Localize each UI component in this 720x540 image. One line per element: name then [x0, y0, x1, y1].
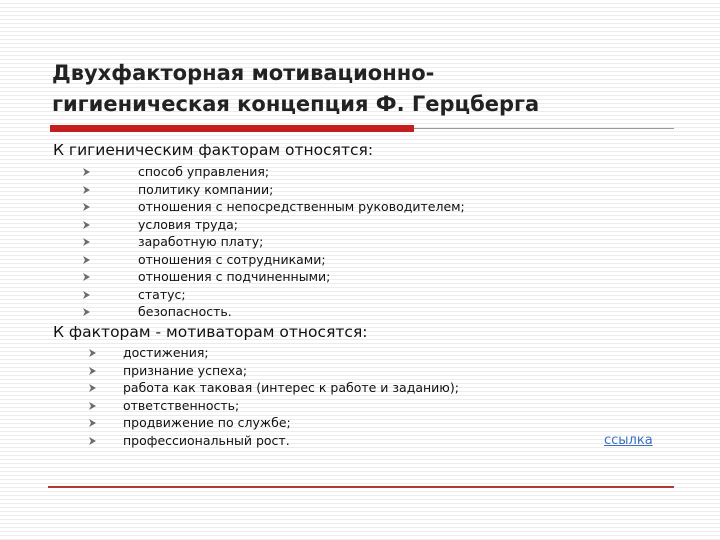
- list-item-label: продвижение по службе;: [123, 415, 291, 430]
- list-item-label: работа как таковая (интерес к работе и заданию);: [123, 380, 459, 395]
- list-item: [82, 198, 465, 216]
- list-item: [82, 286, 465, 304]
- arrow-bullet-icon: [82, 272, 91, 282]
- list-item-label: безопасность.: [138, 304, 232, 319]
- title-line-1: Двухфакторная мотивационно-: [52, 61, 435, 85]
- list-item: [88, 362, 459, 380]
- list-item: [88, 379, 459, 397]
- footer-divider: [48, 486, 674, 488]
- list-item-label: отношения с сотрудниками;: [138, 251, 326, 267]
- arrow-bullet-icon: [82, 290, 91, 300]
- list-item: [82, 268, 465, 286]
- list-item-label: достижения;: [123, 345, 209, 360]
- list-item: [82, 216, 465, 234]
- list-item: [88, 397, 459, 415]
- list-item-label: профессиональный рост.: [123, 432, 290, 448]
- arrow-bullet-icon: [82, 202, 91, 212]
- arrow-bullet-icon: [82, 237, 91, 247]
- list-item-label: ответственность;: [123, 397, 240, 413]
- arrow-bullet-icon: [82, 307, 91, 317]
- list-item-label: политику компании;: [138, 181, 274, 197]
- list-item: [82, 251, 465, 269]
- arrow-bullet-icon: [82, 220, 91, 230]
- list-item: [82, 233, 465, 251]
- list-item-label: статус;: [138, 286, 186, 302]
- title-underline: [414, 128, 674, 129]
- list-item: [82, 163, 465, 181]
- arrow-bullet-icon: [88, 348, 97, 358]
- list-item-label: заработную плату;: [138, 234, 264, 249]
- arrow-bullet-icon: [82, 167, 91, 177]
- motivators-list: [88, 344, 459, 449]
- source-link[interactable]: ссылка: [604, 433, 653, 448]
- hygiene-heading: К гигиеническим факторам относятся:: [53, 141, 374, 159]
- list-item: [82, 181, 465, 199]
- arrow-bullet-icon: [88, 418, 97, 428]
- motivators-heading: К факторам - мотиваторам относятся:: [53, 323, 368, 341]
- arrow-bullet-icon: [88, 436, 97, 446]
- list-item-label: признание успеха;: [123, 362, 248, 378]
- list-item: [82, 303, 465, 321]
- arrow-bullet-icon: [82, 185, 91, 195]
- arrow-bullet-icon: [82, 255, 91, 265]
- list-item: [88, 344, 459, 362]
- list-item: [88, 432, 459, 450]
- title-accent-bar: [50, 125, 414, 132]
- slide-title: [52, 58, 692, 120]
- list-item-label: отношения с непосредственным руководителем;: [138, 199, 465, 214]
- list-item-label: отношения с подчиненными;: [138, 269, 331, 284]
- arrow-bullet-icon: [88, 383, 97, 393]
- list-item-label: способ управления;: [138, 164, 270, 179]
- title-line-2: гигиеническая концепция Ф. Герцберга: [52, 92, 540, 116]
- arrow-bullet-icon: [88, 401, 97, 411]
- list-item: [88, 414, 459, 432]
- list-item-label: условия труда;: [138, 216, 239, 232]
- arrow-bullet-icon: [88, 366, 97, 376]
- hygiene-list: [82, 163, 465, 321]
